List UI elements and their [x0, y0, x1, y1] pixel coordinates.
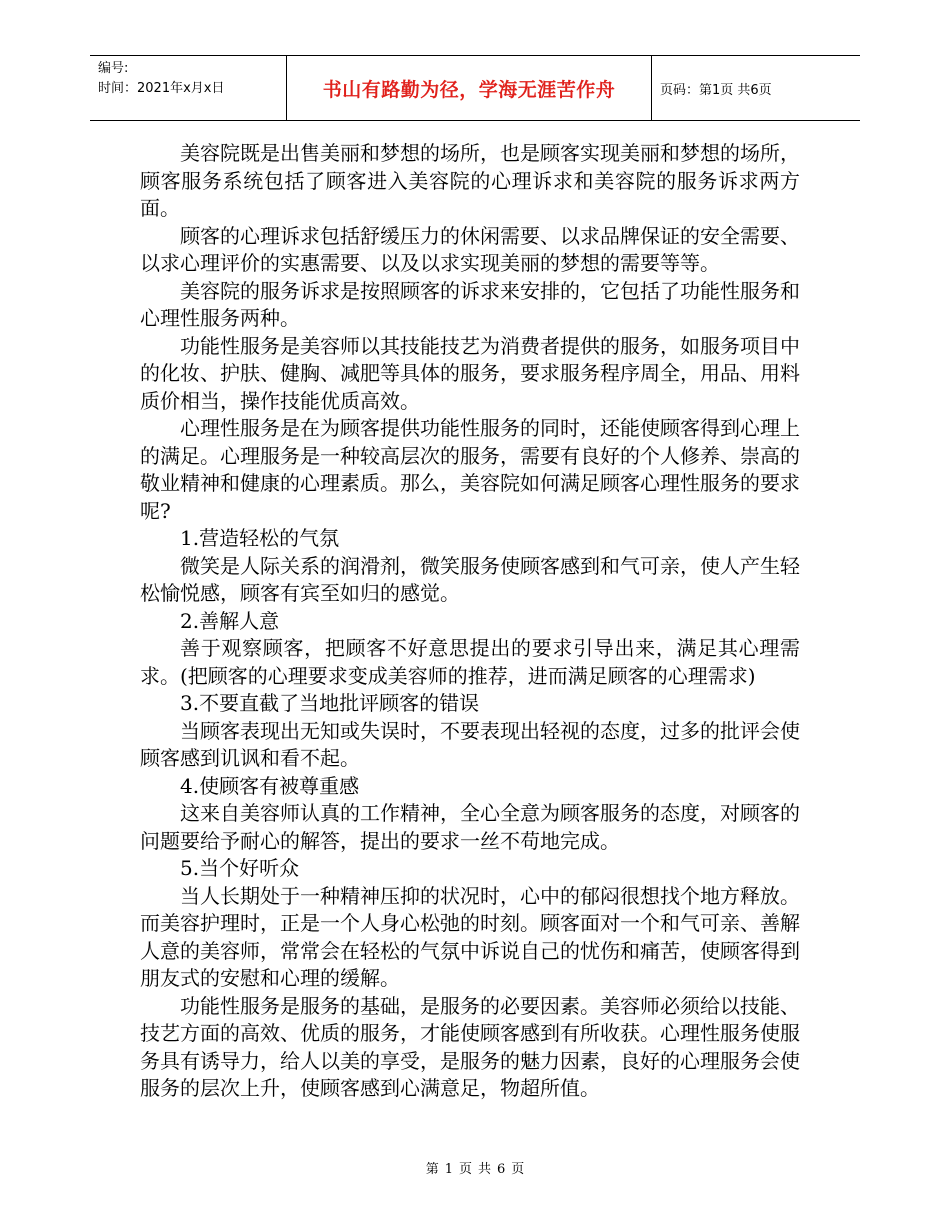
footer-total-number: 6 — [497, 1162, 506, 1177]
document-body — [140, 140, 800, 1103]
document-date: 时间：2021年x月x日 — [98, 81, 225, 96]
paragraph: 顾客的心理诉求包括舒缓压力的休闲需要、以求品牌保证的安全需要、以求心理评价的实惠需要、以及以求实现美丽的梦想的需要等等。 — [140, 223, 800, 275]
section-heading: 1.营造轻松的气氛 — [180, 526, 340, 550]
page-footer — [0, 1158, 950, 1177]
section-heading: 4.使顾客有被尊重感 — [180, 773, 360, 798]
paragraph: 美容院既是出售美丽和梦想的场所，也是顾客实现美丽和梦想的场所，顾客服务系统包括了顾客进入美容院的心理诉求和美容院的服务诉求两方面。 — [140, 141, 800, 220]
paragraph: 当人长期处于一种精神压抑的状况时，心中的郁闷很想找个地方释放。而美容护理时，正是一个人身心松弛的时刻。顾客面对一个和气可亲、善解人意的美容师，常常会在轻松的气氛中诉说自己的忧伤和痛苦，使顾客得到朋友式的安慰和心理的缓解。 — [140, 883, 800, 990]
document-header — [90, 55, 860, 121]
page-info-text: 页码：第1页 共6页 — [660, 82, 772, 98]
paragraph: 善于观察顾客，把顾客不好意思提出的要求引导出来，满足其心理需求。(把顾客的心理要求变成美容师的推荐，进而满足顾客的心理需求) — [140, 636, 800, 688]
section-heading: 5.当个好听众 — [180, 856, 300, 880]
header-motto: 书山有路勤为径，学海无涯苦作舟 — [322, 78, 616, 101]
footer-page-unit: 页 — [458, 1162, 472, 1177]
header-motto-cell — [286, 56, 652, 120]
paragraph: 功能性服务是美容师以其技能技艺为消费者提供的服务，如服务项目中的化妆、护肤、健胸、减肥等具体的服务，要求服务程序周全，用品、用料质价相当，操作技能优质高效。 — [140, 333, 800, 413]
footer-page-word: 第 — [425, 1162, 439, 1177]
footer-page-number: 1 — [444, 1162, 453, 1177]
paragraph: 心理性服务是在为顾客提供功能性服务的同时，还能使顾客得到心理上的满足。心理服务是一种较高层次的服务，需要有良好的个人修养、崇高的敬业精神和健康的心理素质。那么，美容院如何满足顾客心理性服务的要求呢? — [140, 416, 800, 523]
footer-total-unit: 页 — [511, 1162, 525, 1177]
footer-total-word: 共 — [478, 1162, 492, 1177]
paragraph: 功能性服务是服务的基础，是服务的必要因素。美容师必须给以技能、技艺方面的高效、优质的服务，才能使顾客感到有所收获。心理性服务使服务具有诱导力，给人以美的享受，是服务的魅力因素，良好的心理服务会使服务的层次上升，使顾客感到心满意足，物超所值。 — [140, 993, 800, 1100]
header-page-info — [652, 56, 860, 120]
document-number-label: 编号: — [98, 61, 129, 76]
header-meta — [90, 56, 286, 120]
section-heading: 3.不要直截了当地批评顾客的错误 — [180, 691, 480, 715]
paragraph: 微笑是人际关系的润滑剂，微笑服务使顾客感到和气可亲，使人产生轻松愉悦感，顾客有宾至如归的感觉。 — [140, 553, 800, 605]
paragraph: 这来自美容师认真的工作精神，全心全意为顾客服务的态度，对顾客的问题要给予耐心的解答，提出的要求一丝不苟地完成。 — [140, 801, 800, 853]
paragraph: 美容院的服务诉求是按照顾客的诉求来安排的，它包括了功能性服务和心理性服务两种。 — [140, 278, 800, 330]
paragraph: 当顾客表现出无知或失误时，不要表现出轻视的态度，过多的批评会使顾客感到讥讽和看不起。 — [140, 718, 800, 770]
section-heading: 2.善解人意 — [180, 608, 280, 633]
